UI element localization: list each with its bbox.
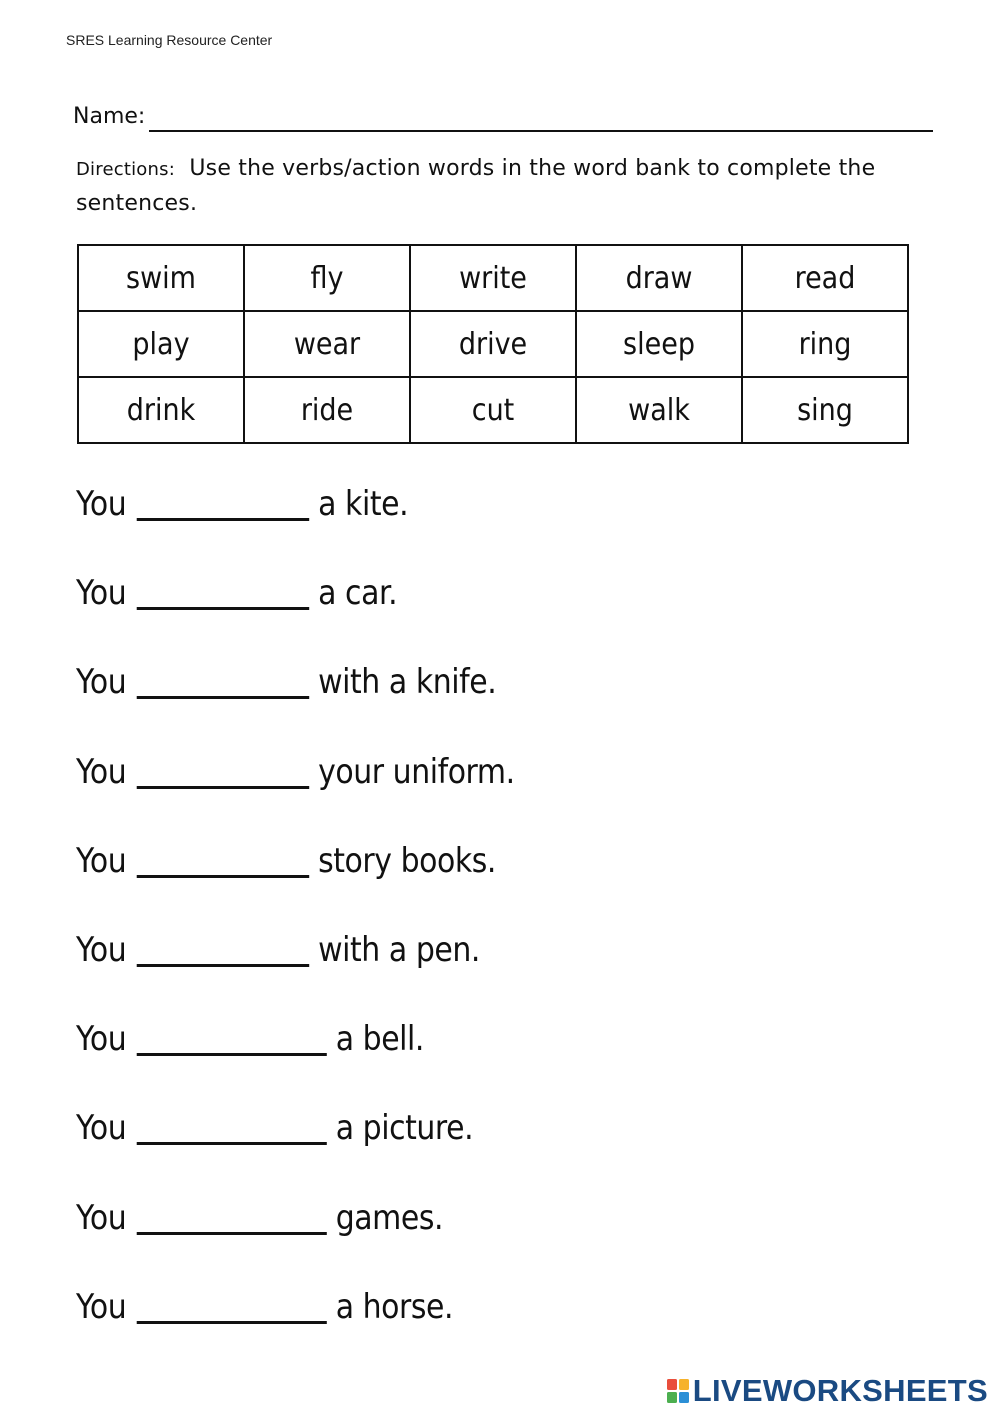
answer-blank[interactable] [137,573,309,610]
sentence-subject: You [76,573,127,614]
answer-blank[interactable] [137,1019,327,1056]
sentence-subject: You [76,662,127,703]
word-bank-cell: sleep [576,311,742,377]
word-bank-cell: walk [576,377,742,443]
word-bank-cell: drive [410,311,576,377]
liveworksheets-brand[interactable] [666,1373,988,1409]
sentence-item [76,1108,692,1197]
sentence-ending: a bell. [335,1019,424,1060]
sentence-ending: a picture. [335,1108,474,1149]
answer-blank[interactable] [137,1287,327,1324]
sentence-ending: with a pen. [318,929,480,970]
sentence-item [76,484,692,573]
word-bank-cell: cut [410,377,576,443]
sentence-subject: You [76,484,127,524]
sentence-subject: You [76,840,127,881]
name-input-line[interactable] [149,130,933,132]
sentence-ending: games. [335,1197,444,1238]
answer-blank[interactable] [137,1198,327,1235]
answer-blank[interactable] [137,662,309,699]
sentence-subject: You [76,1197,127,1238]
directions-label: Directions: [76,159,175,180]
directions [76,152,916,221]
word-bank-row [78,245,908,311]
word-bank-row [78,377,908,443]
name-label: Name: [73,104,146,129]
answer-blank[interactable] [137,484,309,521]
sentence-ending: story books. [318,840,496,881]
word-bank-cell: swim [78,245,244,311]
word-bank-cell: ride [244,377,410,443]
word-bank-cell: draw [576,245,742,311]
sentence-subject: You [76,929,127,970]
sentence-item [76,752,692,841]
sentence-item [76,662,692,751]
word-bank-cell: read [742,245,908,311]
sentence-item [76,1198,692,1287]
sentence-subject: You [76,1019,127,1060]
word-bank-table [77,244,909,444]
answer-blank[interactable] [137,1108,327,1145]
word-bank-cell: play [78,311,244,377]
sentence-list [76,484,776,1376]
answer-blank[interactable] [137,930,309,967]
sentence-item [76,573,692,662]
sentence-item [76,841,692,930]
sentence-ending: a horse. [335,1286,454,1327]
word-bank-cell: wear [244,311,410,377]
sentence-ending: your uniform. [318,751,515,792]
name-field [73,104,933,138]
brand-name: LIVEWORKSHEETS [692,1373,988,1408]
sentence-ending: with a knife. [318,662,497,703]
word-bank-cell: drink [78,377,244,443]
sentence-ending: a kite. [318,484,409,524]
sentence-ending: a car. [318,573,398,614]
word-bank-cell: fly [244,245,410,311]
directions-text: Use the verbs/action words in the word bank to complete the sentences. [76,156,876,216]
sentence-subject: You [76,751,127,792]
answer-blank[interactable] [137,841,309,878]
header-center-name: SRES Learning Resource Center [66,32,273,48]
word-bank-cell: ring [742,311,908,377]
sentence-item [76,1287,692,1376]
sentence-item [76,930,692,1019]
word-bank-cell: write [410,245,576,311]
sentence-subject: You [76,1108,127,1149]
liveworksheets-logo-icon [666,1378,690,1404]
sentence-subject: You [76,1286,127,1327]
word-bank-row [78,311,908,377]
word-bank-cell: sing [742,377,908,443]
sentence-item [76,1019,692,1108]
answer-blank[interactable] [137,752,309,789]
